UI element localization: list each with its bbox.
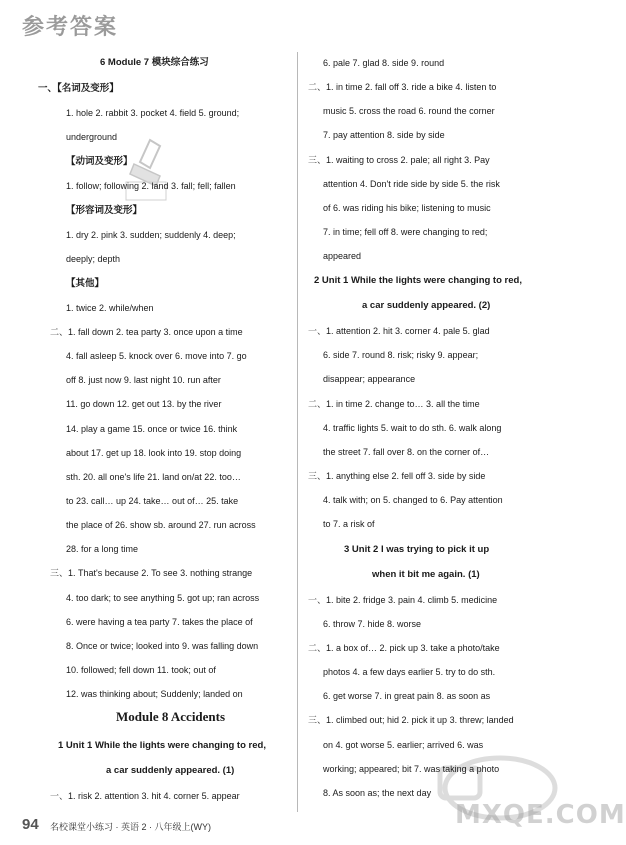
answer-line: of 6. was riding his bike; listening to music: [323, 203, 491, 213]
page-number: 94: [22, 816, 39, 833]
answer-line: 三、1. That's because 2. To see 3. nothing strange: [50, 568, 253, 578]
answer-line: 一、1. attention 2. hit 3. corner 4. pale 5. glad: [308, 326, 490, 336]
answer-line: 1. twice 2. while/when: [66, 303, 154, 313]
answer-line: 二、1. fall down 2. tea party 3. once upon a time: [50, 327, 243, 337]
answer-line: to 23. call… up 24. take… out of… 25. take: [66, 496, 239, 506]
answer-line: about 17. get up 18. look into 19. stop doing: [66, 448, 242, 458]
answer-line: 7. pay attention 8. side by side: [323, 130, 445, 140]
answer-line: 8. As soon as; the next day: [323, 788, 432, 798]
answer-line: 6. get worse 7. in great pain 8. as soon as: [323, 691, 491, 701]
answer-line: 4. talk with; on 5. changed to 6. Pay attention: [323, 495, 503, 505]
answer-line: 28. for a long time: [66, 544, 139, 554]
answer-line: appeared: [323, 251, 362, 261]
answer-line: 1. dry 2. pink 3. sudden; suddenly 4. deep;: [66, 230, 236, 240]
answer-line: 6. side 7. round 8. risk; risky 9. appear;: [323, 350, 479, 360]
answer-line: 二、1. in time 2. change to… 3. all the time: [308, 399, 480, 409]
watermark-text: MXQE.COM: [455, 800, 626, 830]
answer-line: 二、1. in time 2. fall off 3. ride a bike 4. listen to: [308, 82, 497, 92]
answer-line: 一、1. bite 2. fridge 3. pain 4. climb 5. medicine: [308, 595, 498, 605]
answer-line: deeply; depth: [66, 254, 121, 264]
answer-line: 1. follow; following 2. land 3. fall; fell; fallen: [66, 181, 236, 191]
answer-line: 4. traffic lights 5. wait to do sth. 6. walk along: [323, 423, 502, 433]
module-heading: Module 8 Accidents: [116, 709, 226, 724]
answer-line: 6. were having a tea party 7. takes the place of: [66, 617, 253, 627]
answer-line: 7. in time; fell off 8. were changing to red;: [323, 227, 488, 237]
answer-line: attention 4. Don't ride side by side 5. the risk: [323, 179, 500, 189]
footer-text: 名校课堂小练习 · 英语 2 · 八年级上(WY): [50, 822, 211, 832]
unit-heading: 3 Unit 2 I was trying to pick it up: [344, 544, 490, 555]
unit-heading: a car suddenly appeared. (1): [106, 765, 235, 776]
unit-heading: when it bit me again. (1): [372, 569, 480, 580]
answer-line: 【形容词及变形】: [66, 205, 143, 216]
answer-line: off 8. just now 9. last night 10. run after: [66, 375, 221, 385]
answer-line: 三、1. anything else 2. fell off 3. side by side: [308, 471, 486, 481]
answer-line: 三、1. climbed out; hid 2. pick it up 3. threw; landed: [308, 715, 514, 725]
unit-heading: 1 Unit 1 While the lights were changing to red,: [58, 740, 266, 751]
answer-line: 三、1. waiting to cross 2. pale; all right 3. Pay: [308, 155, 490, 165]
stamp-icon: [120, 136, 176, 204]
answer-line: sth. 20. all one's life 21. land on/at 22. too…: [66, 472, 241, 482]
answer-line: the place of 26. show sb. around 27. run across: [66, 520, 256, 530]
answer-line: to 7. a risk of: [323, 519, 375, 529]
answer-line: music 5. cross the road 6. round the corner: [323, 106, 495, 116]
section-heading: 6 Module 7 模块综合练习: [100, 57, 209, 68]
answer-line: disappear; appearance: [323, 374, 416, 384]
answer-line: on 4. got worse 5. earlier; arrived 6. was: [323, 740, 484, 750]
answer-line: 一、1. risk 2. attention 3. hit 4. corner 5. appear: [50, 791, 240, 801]
answer-line: photos 4. a few days earlier 5. try to do sth.: [323, 667, 496, 677]
answer-line: 6. throw 7. hide 8. worse: [323, 619, 422, 629]
answer-line: 12. was thinking about; Suddenly; landed on: [66, 689, 243, 699]
page-title: 参考答案: [22, 15, 119, 40]
answer-line: 一、【名词及变形】: [38, 83, 119, 94]
answer-line: 【其他】: [66, 278, 105, 289]
answer-line: 8. Once or twice; looked into 9. was falling down: [66, 641, 259, 651]
answer-line: working; appeared; bit 7. was taking a photo: [323, 764, 500, 774]
answer-line: 4. too dark; to see anything 5. got up; ran across: [66, 593, 260, 603]
answer-line: 14. play a game 15. once or twice 16. think: [66, 424, 238, 434]
answer-line: 1. hole 2. rabbit 3. pocket 4. field 5. ground;: [66, 108, 240, 118]
answer-line: underground: [66, 132, 118, 142]
answer-line: 4. fall asleep 5. knock over 6. move into 7. go: [66, 351, 247, 361]
unit-heading: 2 Unit 1 While the lights were changing to red,: [314, 275, 522, 286]
unit-heading: a car suddenly appeared. (2): [362, 300, 491, 311]
column-divider: [297, 52, 298, 812]
answer-line: the street 7. fall over 8. on the corner of…: [323, 447, 490, 457]
answer-line: 二、1. a box of… 2. pick up 3. take a photo/take: [308, 643, 500, 653]
answer-line: 10. followed; fell down 11. took; out of: [66, 665, 216, 675]
answer-line: 【动词及变形】: [66, 156, 133, 167]
answer-line: 11. go down 12. get out 13. by the river: [66, 399, 222, 409]
answer-line: 6. pale 7. glad 8. side 9. round: [323, 58, 445, 68]
